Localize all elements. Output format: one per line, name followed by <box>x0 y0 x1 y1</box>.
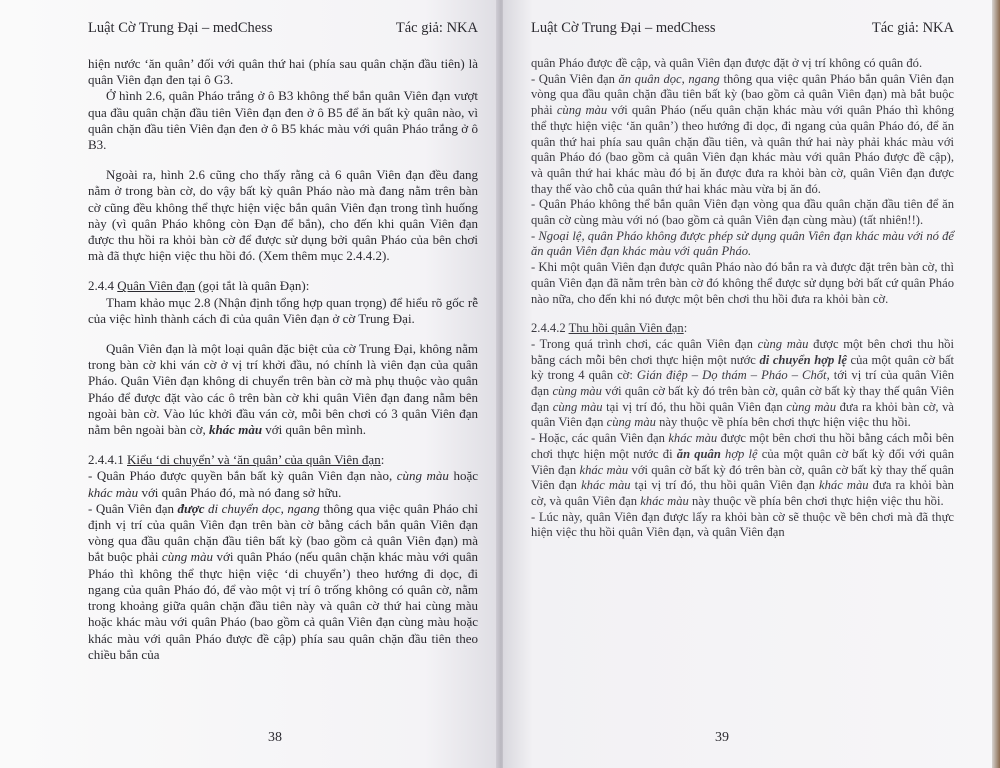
header-title: Luật Cờ Trung Đại – medChess <box>88 20 273 36</box>
page-body <box>88 56 478 663</box>
paragraph: Ngoài ra, hình 2.6 cũng cho thấy rằng cả 6 quân Viên đạn đều đang nằm ở trong bàn cờ, do vậy bất kỳ quân Pháo nào mà đang nằm trên bàn cờ cũng đều không thể thực hiện việc bắn quân Viên đạn trong tình huống này (vì quân Pháo không còn Đạn để bắn), cho đến khi quân Viên đạn được thu hồi ra khỏi bàn cờ để được sử dụng bởi quân Pháo của bên chơi mà đã thực hiện việc thu hồi đó. (Xem thêm mục 2.4.4.2). <box>88 167 478 264</box>
page-body <box>531 56 954 541</box>
paragraph: - Quân Viên đạn ăn quân dọc, ngang thông qua việc quân Pháo bắn quân Viên đạn vòng qua đầu quân chặn đầu tiên bất kỳ (bao gồm cả quân Viên đạn) mà bắt buộc phải cùng màu với quân Pháo (nếu quân chặn khác màu với quân Pháo thì không thể thực hiện việc ‘ăn quân’) theo hướng đi dọc, đi ngang của quân Pháo đó, để ăn quân thứ hai phía sau quân chặn đầu tiên, và quân thứ hai này phải khác màu với quân Pháo đó (bao gồm cả quân Viên đạn khác màu với quân Pháo được đề cập), và quân thứ hai khác màu đó bị ăn được đưa ra khỏi bàn cờ, quân Viên đạn được thay thế vào chỗ của quân thứ hai khác màu vừa bị ăn đó. <box>531 71 954 196</box>
page-header <box>531 20 954 42</box>
header-author: Tác giả: NKA <box>871 20 954 36</box>
paragraph: - Ngoại lệ, quân Pháo không được phép sử dụng quân Viên đạn khác màu với nó để ăn quân Viên đạn khác màu với quân Pháo. <box>531 228 954 259</box>
paragraph: Quân Viên đạn là một loại quân đặc biệt của cờ Trung Đại, không nằm trong bàn cờ khi ván cờ ở vị trí khởi đầu, nó chính là viên đạn của quân Pháo. Quân Viên đạn không di chuyển trên bàn cờ mà phụ thuộc vào quân Pháo để được đặt vào các ô trên bàn cờ khi quân Viên đạn đang nằm bên ngoài bàn cờ. Vào lúc khởi đầu ván cờ, mỗi bên chơi có 3 quân Viên đạn nằm bên ngoài bàn cờ, khác màu với quân bên mình. <box>88 341 478 438</box>
paragraph: - Khi một quân Viên đạn được quân Pháo nào đó bắn ra và được đặt trên bàn cờ, thì quân Viên đạn đã nằm trên bàn cờ đó không thể được sử dụng bởi bất cứ quân Pháo nào nữa, cho đến khi nó được một bên chơi thu hồi đưa ra khỏi bàn cờ. <box>531 260 954 306</box>
paragraph: Tham khảo mục 2.8 (Nhận định tổng hợp quan trọng) để hiểu rõ gốc rễ của việc hình thành cách đi của quân Viên đạn ở cờ Trung Đại. <box>88 294 478 326</box>
header-author: Tác giả: NKA <box>395 20 478 36</box>
page-header <box>88 20 478 42</box>
paragraph: quân Pháo được đề cập, và quân Viên đạn được đặt ở vị trí không có quân đó. <box>531 56 923 70</box>
page-number: 38 <box>268 730 282 745</box>
paragraph: - Hoặc, các quân Viên đạn khác màu được một bên chơi thu hồi bằng cách mỗi bên chơi thực hiện một nước đi ăn quân hợp lệ của một quân cờ bất kỳ đối với quân Viên đạn khác màu với quân cờ bất kỳ đó trên bàn cờ, quân cờ bất kỳ thay thế quân Viên đạn khác màu tại vị trí đó, thu hồi quân Viên đạn khác màu đưa ra khỏi bàn cờ, và quân Viên đạn khác màu này thuộc về phía bên chơi thực hiện việc thu hồi. <box>531 431 954 508</box>
paragraph: hiện nước ‘ăn quân’ đối với quân thứ hai (phía sau quân chặn đầu tiên) là quân Viên đạn đen tại ô G3. <box>88 56 478 88</box>
paragraph: Ở hình 2.6, quân Pháo trắng ở ô B3 không thể bắn quân Viên đạn vượt qua đầu quân chặn đầu tiên Viên đạn đen ở ô B5 để ăn bất kỳ quân nào, vì quân chặn đầu tiên Viên đạn đen ở ô B5 khác màu với quân Pháo trắng ở ô B3. <box>88 88 478 153</box>
section-heading-2-4-4-1: 2.4.4.1 Kiểu ‘di chuyển’ và ‘ăn quân’ của quân Viên đạn: <box>88 452 385 468</box>
paragraph: - Quân Viên đạn được di chuyển dọc, ngang thông qua việc quân Pháo chỉ định vị trí của quân Viên đạn trên bàn cờ bằng cách bắn quân Viên đạn vòng qua đầu quân chặn đầu tiên bất kỳ (bao gồm cả quân Viên đạn) mà bắt buộc phải cùng màu với quân Pháo (nếu quân chặn khác màu với quân Pháo thì không thể thực hiện việc ‘di chuyển’) theo hướng đi dọc, đi ngang của quân Pháo đó, để vào một vị trí ô trống không có quân cờ, nằm trong khoảng giữa quân chặn đầu tiên này và quân cờ thứ hai cùng màu hoặc khác màu với quân Pháo (bao gồm cả quân Viên đạn cùng màu hoặc khác màu với quân Pháo được đề cập) phía sau quân chặn đầu tiên theo chiều bắn của <box>88 500 479 662</box>
page-edge <box>992 0 1000 768</box>
paragraph: - Quân Pháo không thể bắn quân Viên đạn vòng qua đầu quân chặn đầu tiên để ăn quân cờ cùng màu với nó (bao gồm cả quân Viên đạn cùng màu) (tất nhiên!!). <box>531 197 954 228</box>
section-heading-2-4-4-2: 2.4.4.2 Thu hồi quân Viên đạn: <box>531 321 688 336</box>
page-number: 39 <box>715 730 729 745</box>
header-title: Luật Cờ Trung Đại – medChess <box>531 20 716 36</box>
paragraph: - Lúc này, quân Viên đạn được lấy ra khỏi bàn cờ sẽ thuộc về bên chơi mà đã thực hiện việc thu hồi quân Viên đạn, và quân Viên đạn <box>531 509 954 540</box>
paragraph: - Quân Pháo được quyền bắn bất kỳ quân Viên đạn nào, cùng màu hoặc khác màu với quân Pháo đó, mà nó đang sở hữu. <box>88 468 478 500</box>
paragraph: - Trong quá trình chơi, các quân Viên đạn cùng màu được một bên chơi thu hồi bằng cách mỗi bên chơi thực hiện một nước di chuyển hợp lệ của một quân cờ bất kỳ trong 4 quân cờ: Gián điệp – Dọ thám – Pháo – Chốt, tới vị trí của quân Viên đạn cùng màu với quân cờ bất kỳ đó trên bàn cờ, quân cờ bất kỳ thay thế quân Viên đạn cùng màu tại vị trí đó, thu hồi quân Viên đạn cùng màu đưa ra khỏi bàn cờ, và quân Viên đạn cùng màu này thuộc về phía bên chơi thực hiện việc thu hồi. <box>531 336 955 430</box>
section-heading-2-4-4: 2.4.4 Quân Viên đạn (gọi tắt là quân Đạn): <box>88 278 310 294</box>
right-page <box>503 0 1000 768</box>
